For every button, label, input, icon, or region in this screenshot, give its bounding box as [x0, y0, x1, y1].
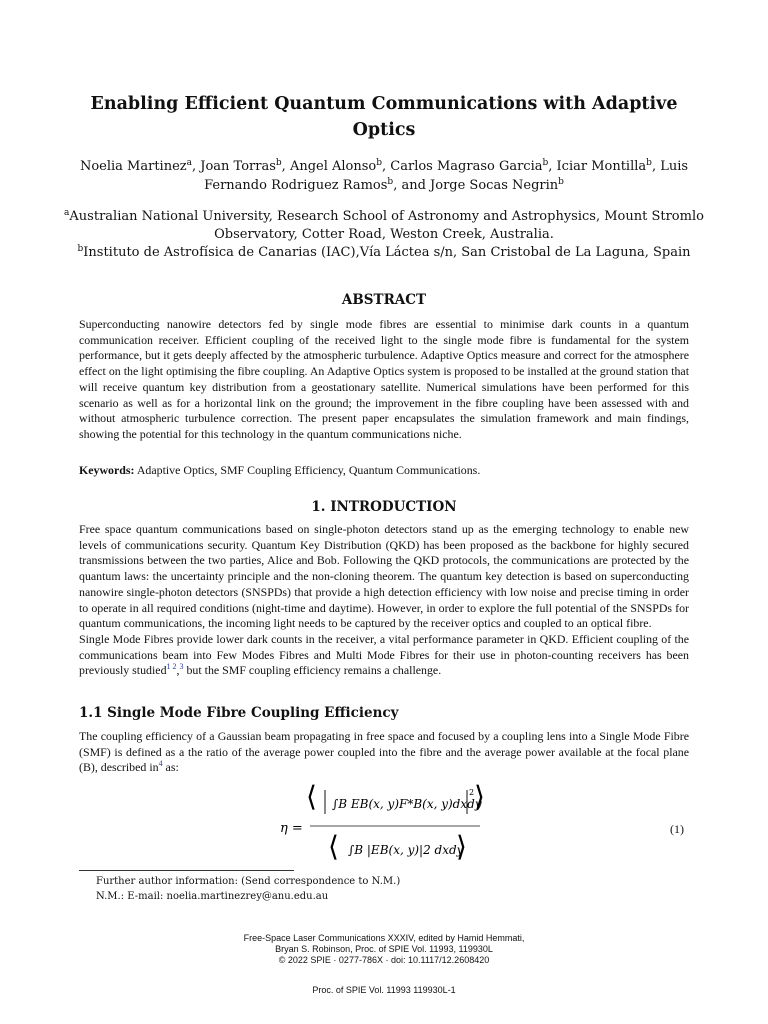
- affiliation-mark: a: [186, 158, 192, 168]
- footnote-line-1: Further author information: (Send correspondence to N.M.): [96, 876, 401, 887]
- footnote-rule: [79, 870, 294, 871]
- equation-numerator: ∫B EB(x, y)F*B(x, y)dxdy: [332, 797, 482, 811]
- affiliation-mark: b: [376, 158, 383, 168]
- equation-power: 2: [469, 788, 475, 797]
- affiliations: [60, 208, 708, 262]
- citation-link[interactable]: 4: [158, 759, 163, 769]
- affiliation-mark: b: [387, 177, 394, 187]
- equation-lhs: η =: [280, 821, 303, 836]
- author-name: Carlos Magraso Garcia: [390, 159, 543, 174]
- intro-paragraph-2: Single Mode Fibres provide lower dark counts in the receiver, a vital performance parameter in QKD. Efficient coupling of the communications beam into Few Modes Fibres and Multi Mode Fibres for their use in photon-counting receivers has been previously studied$^{1 2}$,$^3$ but the SMF coupling efficiency remains a challenge.: [79, 631, 689, 678]
- publication-line-3: © 2022 SPIE · 0277-786X · doi: 10.1117/12.2608420: [278, 955, 490, 965]
- publication-line-2: Bryan S. Robinson, Proc. of SPIE Vol. 11993, 119930L: [275, 944, 493, 954]
- equation-denominator: ∫B |EB(x, y)|2 dxdy: [348, 843, 464, 857]
- svg-text:⟨: ⟨: [328, 830, 339, 863]
- author-name: Joan Torras: [200, 159, 276, 174]
- smf-paragraph: The coupling efficiency of a Gaussian beam propagating in free space and focused by a coupling lens into a Single Mode Fibre (SMF) is defined as a the ratio of the average power coupled into the fibre and the average power available at the focal plane (B), described in$^4$ as:: [79, 729, 689, 775]
- affiliation-mark: b: [558, 177, 564, 187]
- author-name: Noelia Martinez: [79, 159, 187, 174]
- svg-text:⟨: ⟨: [306, 784, 317, 813]
- page-identifier: Proc. of SPIE Vol. 11993 119930L-1: [312, 985, 456, 995]
- keywords-list: Adaptive Optics, SMF Coupling Efficiency, Quantum Communications.: [136, 463, 481, 477]
- abstract-heading: ABSTRACT: [341, 292, 427, 308]
- author-list: Noelia Martinez$^a$, Joan Torras$^b$, Angel Alonso$^b$, Carlos Magraso Garcia$^b$, Iciar Montilla$^b$, Luis Fernando Rodriguez Ramos$^b$, and Jorge Socas Negrin$^b$: [79, 158, 689, 193]
- section-heading-introduction: 1. INTRODUCTION: [311, 499, 457, 515]
- affiliation-b: $^b$Instituto de Astrofísica de Canarias (IAC),Vía Láctea s/n, San Cristobal de La Laguna, Spain: [77, 244, 691, 260]
- introduction-text: [79, 522, 689, 679]
- affiliation-mark: b: [275, 158, 282, 168]
- author-name: Jorge Socas Negrin: [430, 178, 559, 193]
- author-name: Iciar Montilla: [556, 159, 647, 174]
- footnote: [96, 874, 400, 904]
- footnote-line-2: N.M.: E-mail: noelia.martinezrey@anu.edu.au: [96, 891, 329, 902]
- paper-title: Enabling Efficient Quantum Communications with Adaptive Optics: [90, 94, 678, 140]
- equation-number: (1): [670, 822, 684, 836]
- affiliation-a: $^a$Australian National University, Research School of Astronomy and Astrophysics, Mount Stromlo Observatory, Cotter Road, Weston Creek, Australia.: [64, 208, 704, 242]
- citation-link[interactable]: 3: [179, 662, 184, 672]
- coupling-efficiency-equation: [280, 784, 520, 864]
- subsection-heading: 1.1 Single Mode Fibre Coupling Efficiency: [79, 705, 399, 721]
- keywords: [79, 463, 689, 479]
- affiliation-mark: b: [542, 158, 549, 168]
- svg-text:⟩: ⟩: [456, 830, 467, 863]
- affiliation-mark: b: [646, 158, 652, 168]
- keywords-label: Keywords:: [79, 463, 135, 477]
- publication-info: [184, 933, 584, 966]
- author-name: Luis Fernando Rodriguez Ramos: [204, 159, 689, 193]
- svg-text:⟩: ⟩: [474, 784, 485, 813]
- citation-link[interactable]: 1 2: [166, 662, 177, 672]
- author-name: Angel Alonso: [289, 159, 377, 174]
- publication-line-1: Free-Space Laser Communications XXXIV, edited by Hamid Hemmati,: [243, 933, 525, 943]
- intro-paragraph-1: Free space quantum communications based on single-photon detectors stand up as the emerging technology to enable new levels of communications security. Quantum Key Distribution (QKD) has been proposed as the backbone for highly secured transmissions between the two parties, Alice and Bob. Following the QKD protocols, the communications are protected by the quantum laws: the uncertainty principle and the non-cloning theorem. The quantum key detection is based on superconducting nanowire single-photon detectors (SNSPDs) that provide a high detection efficiency with low noise and precise timing in order to operate in all required conditions (night-time and daytime). However, in order to explore the full potential of the SNSPDs for quantum communications, the incoming light needs to be captured by the receiver optics and coupled to an optical fibre.: [79, 522, 689, 631]
- abstract-text: Superconducting nanowire detectors fed by single mode fibres are essential to minimise dark counts in a quantum communication receiver. Efficient coupling of the received light to the single mode fibre is fundamental for the system performance, but it gets deeply affected by the atmospheric turbulence. Adaptive Optics measure and correct for the atmosphere effect on the light optimising the fibre coupling. An Adaptive Optics system is proposed to be installed at the ground station that will receive quantum key distribution from a geostationary satellite. Numerical simulations have been performed for this scenario as well as for a horizontal link on the ground; the improvement in the fibre coupling have been assessed with and without atmospheric turbulence correction. The present paper encapsulates the simulation framework and main findings, showing the potential for this technology in the quantum communications niche.: [79, 317, 689, 441]
